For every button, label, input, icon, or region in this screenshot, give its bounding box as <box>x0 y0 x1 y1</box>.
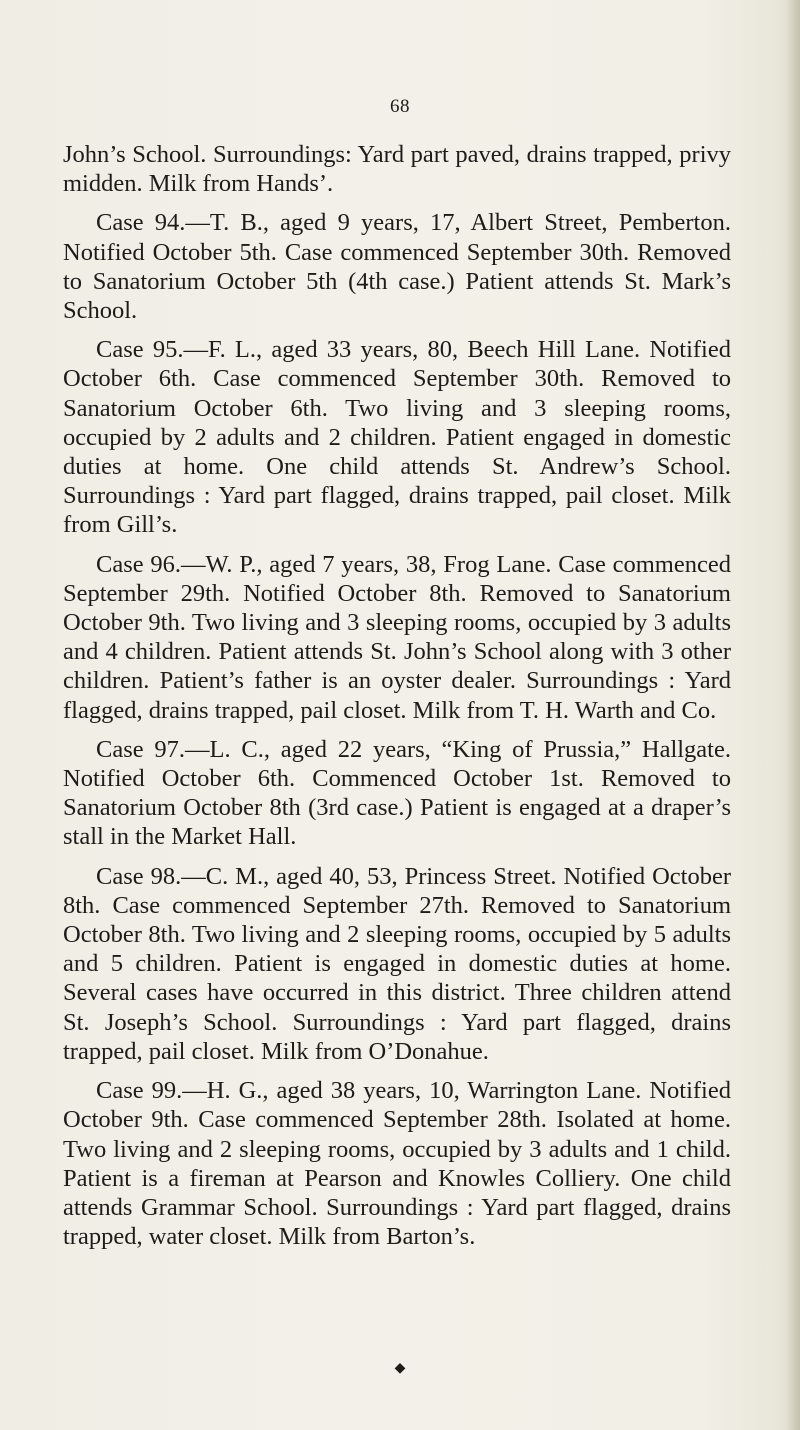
paragraph-case-95: Case 95.—F. L., aged 33 years, 80, Beech Hill Lane. Notified October 6th. Case commenced September 30th. Removed to Sanatorium October 6th. Two living and 3 sleeping rooms, occupied by 2 adults and 2 children. Patient engaged in domestic duties at home. One child attends St. Andrew’s School. Surroundings : Yard part flagged, drains trapped, pail closet. Milk from Gill’s. <box>63 336 731 539</box>
section-end-ornament: ◆ <box>394 1361 406 1376</box>
paragraph-case-96: Case 96.—W. P., aged 7 years, 38, Frog Lane. Case commenced September 29th. Notified October 8th. Removed to Sanatorium October 9th. Two living and 3 sleeping rooms, occupied by 3 adults and 4 children. Patient attends St. John’s School along with 3 other children. Patient’s father is an oyster dealer. Surroundings : Yard flagged, drains trapped, pail closet. Milk from T. H. Warth and Co. <box>63 550 731 724</box>
page-number: 68 <box>390 96 410 117</box>
paragraph-case-98: Case 98.—C. M., aged 40, 53, Princess Street. Notified October 8th. Case commenced September 27th. Removed to Sanatorium October 8th. Two living and 2 sleeping rooms, occupied by 5 adults and 5 children. Patient is engaged in domestic duties at home. Several cases have occurred in this district. Three children attend St. Joseph’s School. Surroundings : Yard part flagged, drains trapped, pail closet. Milk from O’Donahue. <box>63 862 731 1065</box>
paragraph-continuation: John’s School. Surroundings: Yard part paved, drains trapped, privy midden. Milk from Hands’. <box>63 141 731 198</box>
paragraph-case-97: Case 97.—L. C., aged 22 years, “King of Prussia,” Hallgate. Notified October 6th. Commenced October 1st. Removed to Sanatorium October 8th (3rd case.) Patient is engaged at a draper’s stall in the Market Hall. <box>63 735 731 851</box>
page-edge-shadow <box>786 0 800 1430</box>
paragraph-case-99: Case 99.—H. G., aged 38 years, 10, Warrington Lane. Notified October 9th. Case commenced September 28th. Isolated at home. Two living and 2 sleeping rooms, occupied by 3 adults and 1 child. Patient is a fireman at Pearson and Knowles Colliery. One child attends Grammar School. Surroundings : Yard part flagged, drains trapped, water closet. Milk from Barton’s. <box>63 1077 731 1251</box>
page-body <box>63 140 731 1261</box>
paragraph-case-94: Case 94.—T. B., aged 9 years, 17, Albert Street, Pemberton. Notified October 5th. Case commenced September 30th. Removed to Sanatorium October 5th (4th case.) Patient attends St. Mark’s School. <box>63 209 731 325</box>
